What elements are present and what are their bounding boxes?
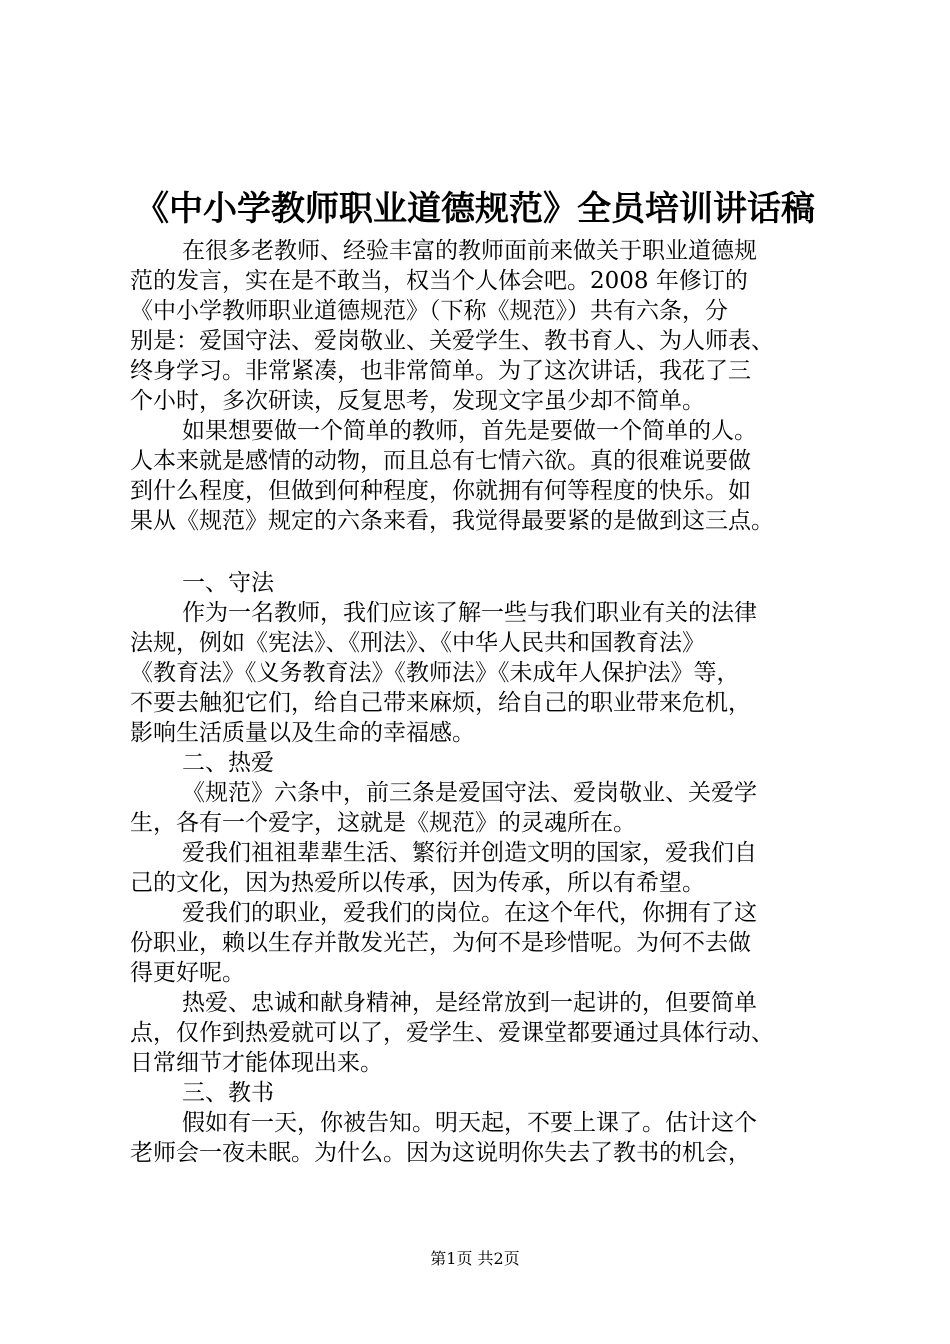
page-footer: 第1页 共2页 bbox=[430, 1249, 520, 1268]
text-line: 生，各有一个爱字，这就是《规范》的灵魂所在。 bbox=[130, 810, 636, 836]
text-line: 点，仅作到热爱就可以了，爱学生、爱课堂都要通过具体行动、 bbox=[130, 1020, 774, 1046]
text-line: 如果想要做一个简单的教师，首先是要做一个简单的人。 bbox=[182, 418, 757, 444]
text-line: 范的发言，实在是不敢当，权当个人体会吧。2008 年修订的 bbox=[130, 268, 748, 294]
text-line: 日常细节才能体现出来。 bbox=[130, 1050, 383, 1076]
text-line: 爱我们祖祖辈辈生活、繁衍并创造文明的国家，爱我们自 bbox=[182, 840, 757, 866]
text-line: 作为一名教师，我们应该了解一些与我们职业有关的法律 bbox=[182, 600, 757, 626]
text-line: 己的文化，因为热爱所以传承，因为传承，所以有希望。 bbox=[130, 870, 705, 896]
document-title: 《中小学教师职业道德规范》全员培训讲话稿 bbox=[135, 189, 815, 229]
text-line: 影响生活质量以及生命的幸福感。 bbox=[130, 720, 475, 746]
text-line: 份职业，赖以生存并散发光芒，为何不是珍惜呢。为何不去做 bbox=[130, 930, 751, 956]
text-line: 假如有一天，你被告知。明天起，不要上课了。估计这个 bbox=[182, 1110, 757, 1136]
text-line: 热爱、忠诚和献身精神，是经常放到一起讲的，但要简单 bbox=[182, 990, 757, 1016]
text-line: 终身学习。非常紧凑，也非常简单。为了这次讲话，我花了三 bbox=[130, 358, 751, 384]
text-line: 老师会一夜未眠。为什么。因为这说明你失去了教书的机会， bbox=[130, 1140, 751, 1166]
text-line: 个小时，多次研读，反复思考，发现文字虽少却不简单。 bbox=[130, 388, 705, 414]
text-line: 二、热爱 bbox=[182, 750, 274, 776]
text-line: 得更好呢。 bbox=[130, 960, 245, 986]
text-line: 三、教书 bbox=[182, 1080, 274, 1106]
blank-line bbox=[130, 536, 850, 568]
text-line: 《中小学教师职业道德规范》（下称《规范》）共有六条，分 bbox=[130, 298, 728, 324]
text-line: 在很多老教师、经验丰富的教师面前来做关于职业道德规 bbox=[182, 238, 757, 264]
text-line: 不要去触犯它们，给自己带来麻烦，给自己的职业带来危机， bbox=[130, 690, 751, 716]
text-line: 《规范》六条中，前三条是爱国守法、爱岗敬业、关爱学 bbox=[182, 780, 757, 806]
text-line: 人本来就是感情的动物，而且总有七情六欲。真的很难说要做 bbox=[130, 448, 751, 474]
document-body bbox=[130, 236, 850, 1168]
text-line: 法规，例如《宪法》、《刑法》、《中华人民共和国教育法》 bbox=[130, 630, 705, 656]
text-line: 别是：爱国守法、爱岗敬业、关爱学生、教书育人、为人师表、 bbox=[130, 328, 774, 354]
text-line: 一、守法 bbox=[182, 570, 274, 596]
text-line: 果从《规范》规定的六条来看，我觉得最要紧的是做到这三点。 bbox=[130, 508, 774, 534]
text-line: 到什么程度，但做到何种程度，你就拥有何等程度的快乐。如 bbox=[130, 478, 751, 504]
text-line: 《教育法》《义务教育法》《教师法》《未成年人保护法》等， bbox=[130, 660, 740, 686]
text-line: 爱我们的职业，爱我们的岗位。在这个年代，你拥有了这 bbox=[182, 900, 757, 926]
